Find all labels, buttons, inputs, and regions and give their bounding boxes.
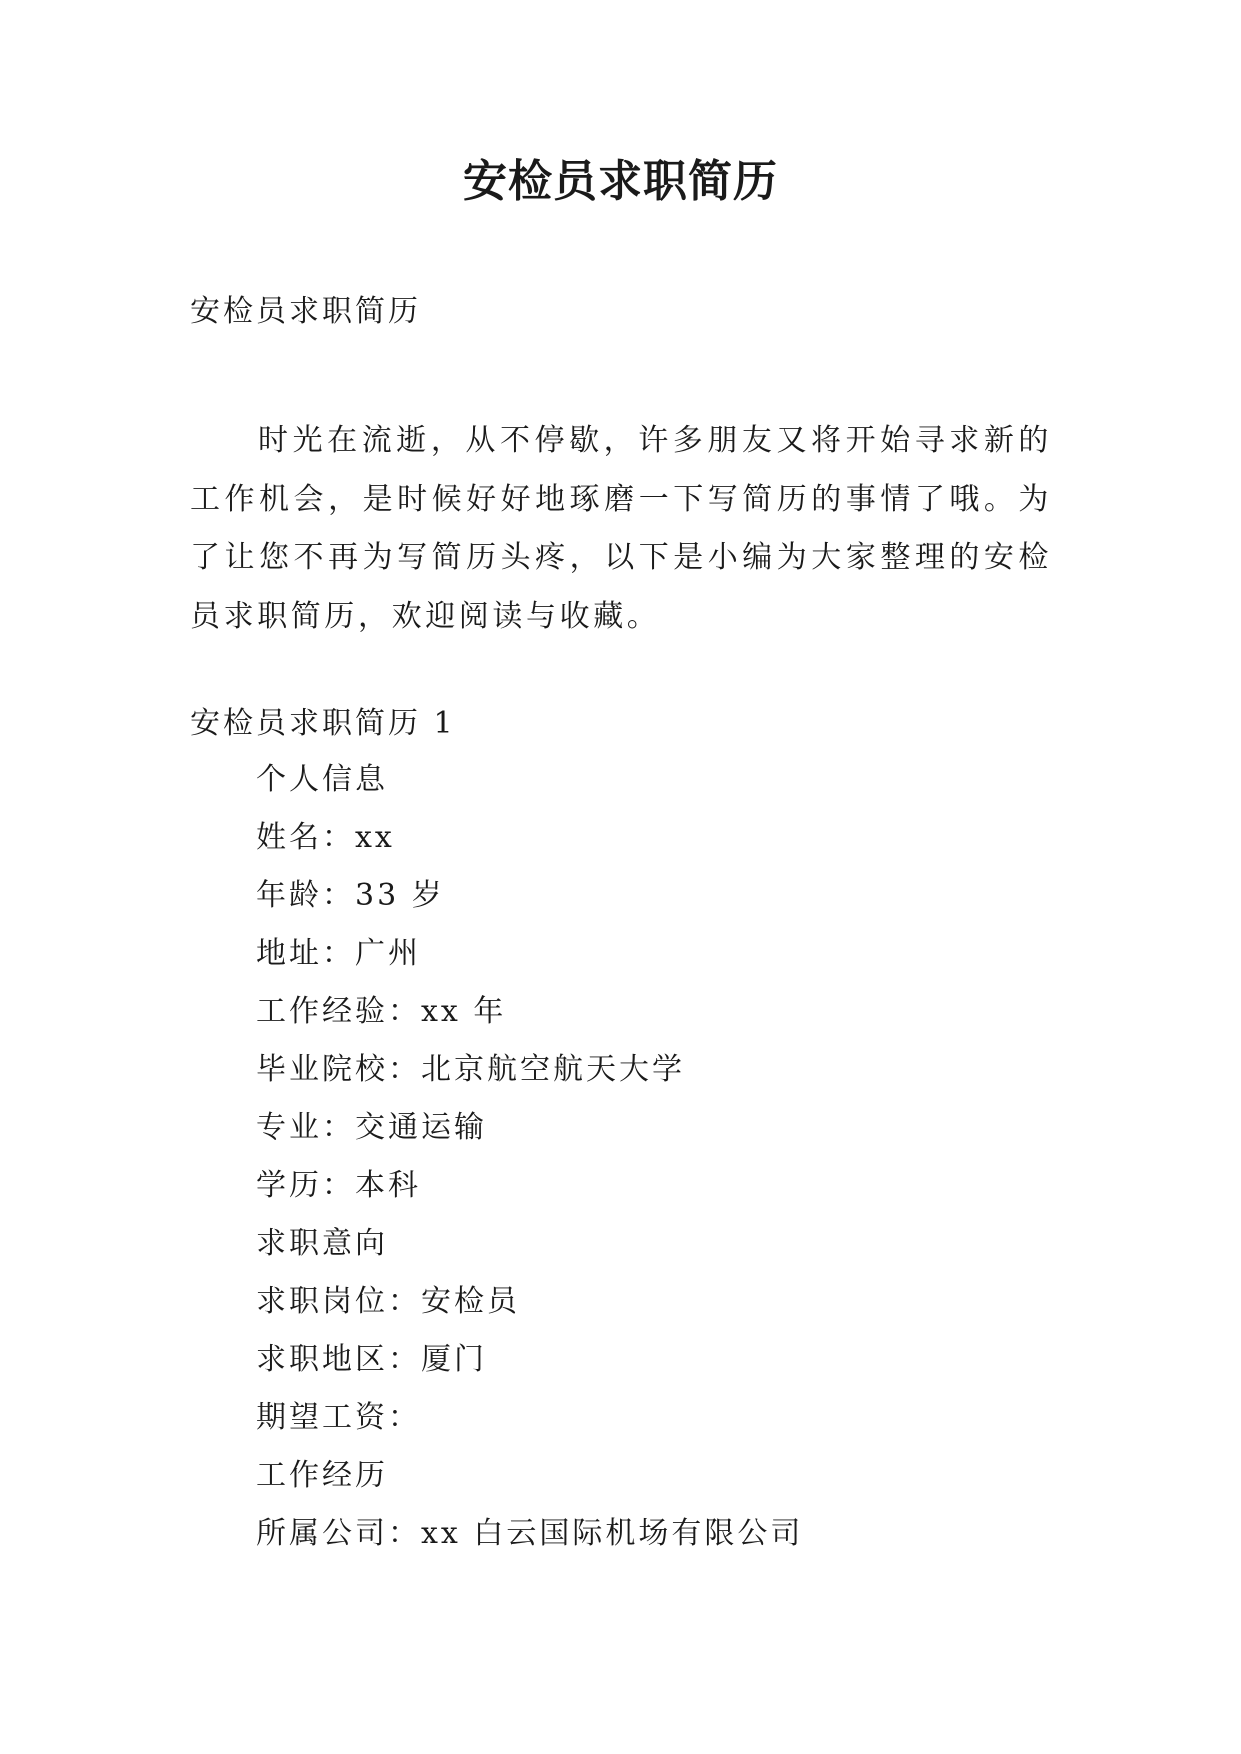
field-desired-region: 求职地区：厦门 [256, 1342, 487, 1377]
document-subtitle: 安检员求职简历 [190, 294, 421, 329]
resume-field-list [256, 760, 803, 1572]
field-major: 专业：交通运输 [256, 1110, 487, 1145]
document-title: 安检员求职简历 [463, 156, 778, 207]
intro-paragraph: 时光在流逝，从不停歇，许多朋友又将开始寻求新的工作机会，是时候好好地琢磨一下写简历的事情了哦。为了让您不再为写简历头疼，以下是小编为大家整理的安检员求职简历，欢迎阅读与收藏。 [190, 423, 1052, 634]
section-heading: 安检员求职简历 1 [190, 706, 456, 741]
field-expected-salary: 期望工资： [256, 1400, 421, 1435]
field-name: 姓名：xx [256, 820, 395, 855]
field-education: 学历：本科 [256, 1168, 421, 1203]
heading-work-history: 工作经历 [256, 1458, 388, 1493]
field-school: 毕业院校：北京航空航天大学 [256, 1052, 685, 1087]
field-address: 地址：广州 [256, 936, 421, 971]
field-work-experience: 工作经验：xx 年 [256, 994, 507, 1029]
field-age: 年龄：33 岁 [256, 878, 445, 913]
field-company: 所属公司：xx 白云国际机场有限公司 [256, 1516, 804, 1551]
heading-job-intention: 求职意向 [256, 1226, 388, 1261]
field-desired-position: 求职岗位：安检员 [256, 1284, 520, 1319]
heading-personal-info: 个人信息 [256, 762, 388, 797]
